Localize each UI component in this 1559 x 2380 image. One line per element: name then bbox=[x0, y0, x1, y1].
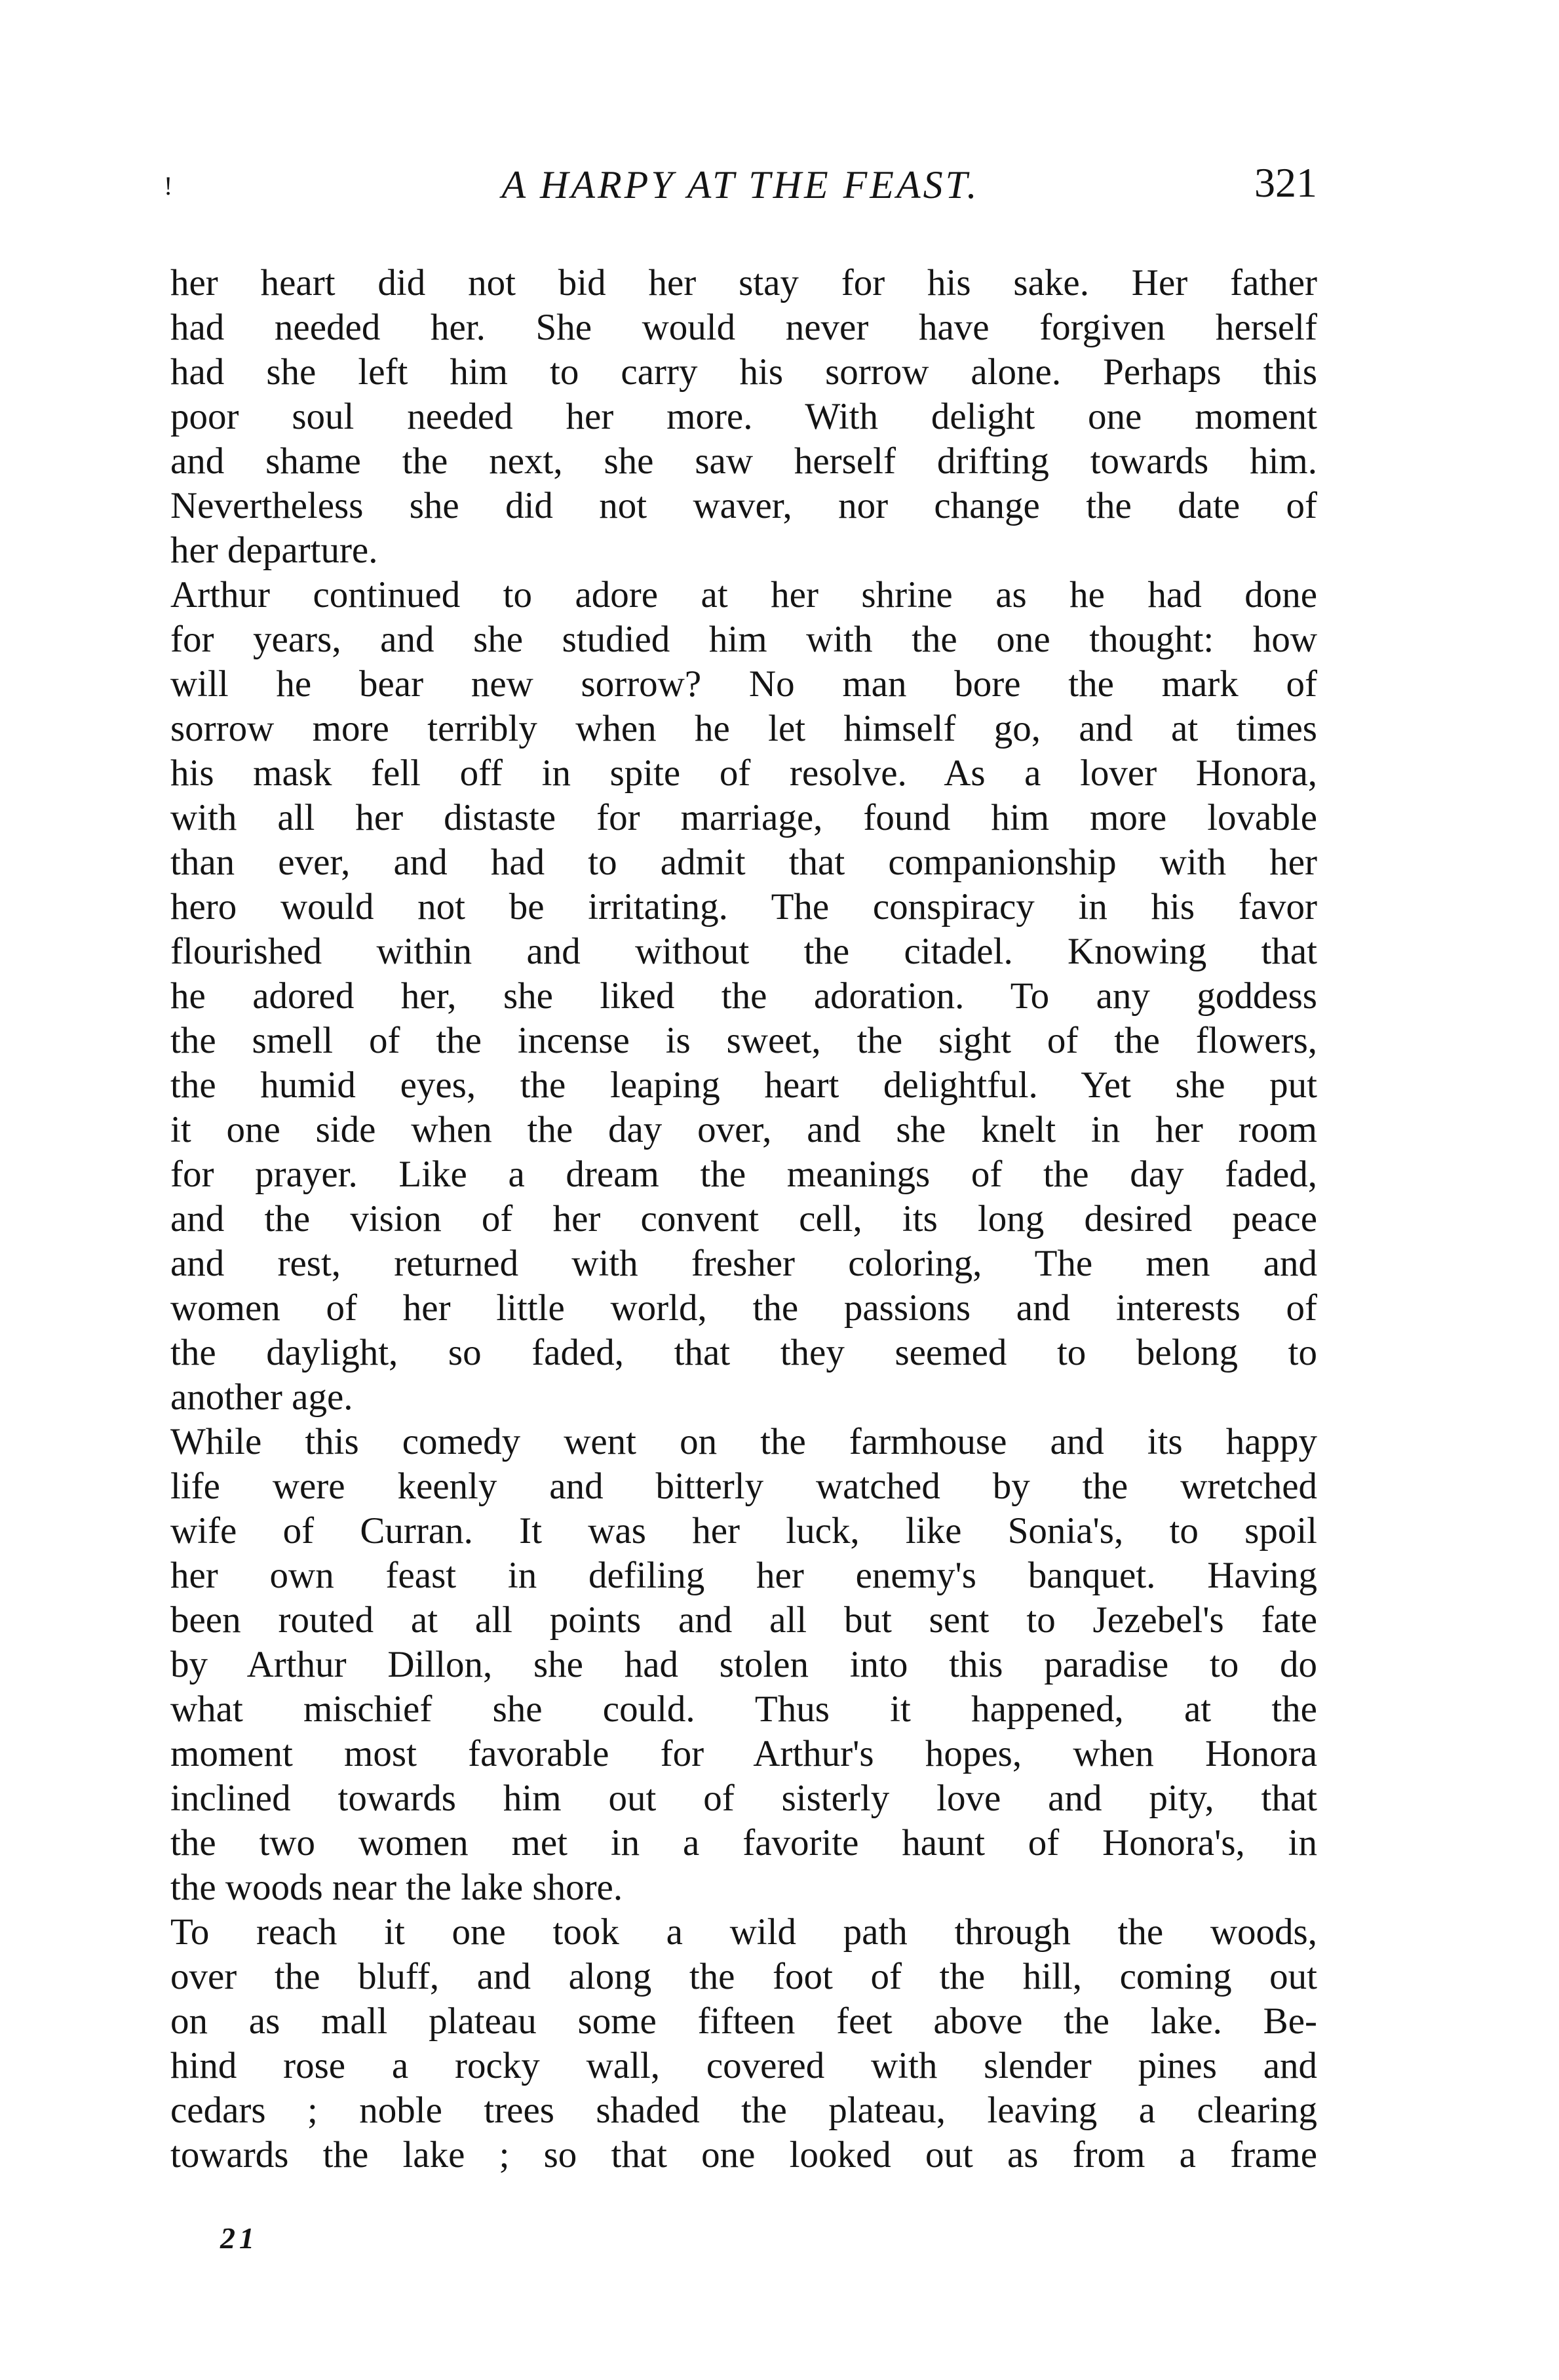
text-line: To reach it one took a wild path through the woods, bbox=[170, 1911, 1317, 1953]
text-line: moment most favorable for Arthur's hopes, when Honora bbox=[170, 1733, 1317, 1774]
text-line: and shame the next, she saw herself drifting towards him. bbox=[170, 440, 1317, 482]
text-line: what mischief she could. Thus it happened, at the bbox=[170, 1688, 1317, 1730]
text-line: her heart did not bid her stay for his sake. Her father bbox=[170, 262, 1317, 303]
text-line: than ever, and had to admit that companionship with her bbox=[170, 842, 1317, 883]
header-mark: ! bbox=[164, 171, 173, 201]
text-line: the two women met in a favorite haunt of Honora's, in bbox=[170, 1822, 1317, 1863]
text-line: hind rose a rocky wall, covered with slender pines and bbox=[170, 2045, 1317, 2086]
text-line: poor soul needed her more. With delight one moment bbox=[170, 396, 1317, 437]
text-line: cedars ; noble trees shaded the plateau, leaving a clearing bbox=[170, 2090, 1317, 2131]
text-line: with all her distaste for marriage, found him more lovable bbox=[170, 797, 1317, 838]
text-line: her departure. bbox=[170, 530, 378, 571]
running-header bbox=[164, 151, 1317, 210]
text-line: will he bear new sorrow? No man bore the mark of bbox=[170, 663, 1317, 705]
text-line: had needed her. She would never have forgiven herself bbox=[170, 307, 1317, 348]
text-line: for years, and she studied him with the one thought: how bbox=[170, 619, 1317, 660]
text-line: for prayer. Like a dream the meanings of the day faded, bbox=[170, 1154, 1317, 1195]
text-line: Nevertheless she did not waver, nor change the date of bbox=[170, 485, 1317, 526]
text-line: the woods near the lake shore. bbox=[170, 1867, 623, 1908]
running-title: A HARPY AT THE FEAST. bbox=[501, 163, 980, 206]
signature-mark: 21 bbox=[220, 2221, 258, 2255]
body-text bbox=[170, 261, 1317, 2177]
page-number: 321 bbox=[1254, 159, 1317, 206]
text-line: life were keenly and bitterly watched by the wretched bbox=[170, 1466, 1317, 1507]
text-line: on as mall plateau some fifteen feet above the lake. Be- bbox=[170, 2000, 1317, 2042]
text-line: by Arthur Dillon, she had stolen into this paradise to do bbox=[170, 1644, 1317, 1685]
text-line: flourished within and without the citadel. Knowing that bbox=[170, 931, 1317, 972]
text-line: her own feast in defiling her enemy's banquet. Having bbox=[170, 1555, 1317, 1596]
text-line: the smell of the incense is sweet, the sight of the flowers, bbox=[170, 1020, 1317, 1061]
text-line: another age. bbox=[170, 1376, 353, 1418]
text-line: towards the lake ; so that one looked out as from a frame bbox=[170, 2134, 1317, 2175]
text-line: the daylight, so faded, that they seemed to belong to bbox=[170, 1332, 1317, 1373]
text-line: hero would not be irritating. The conspiracy in his favor bbox=[170, 886, 1317, 927]
text-line: over the bluff, and along the foot of the hill, coming out bbox=[170, 1956, 1317, 1997]
text-line: women of her little world, the passions and interests of bbox=[170, 1287, 1317, 1329]
text-line: his mask fell off in spite of resolve. As a lover Honora, bbox=[170, 752, 1317, 794]
text-line: inclined towards him out of sisterly love and pity, that bbox=[170, 1778, 1317, 1819]
text-line: the humid eyes, the leaping heart delightful. Yet she put bbox=[170, 1064, 1317, 1106]
text-line: and the vision of her convent cell, its long desired peace bbox=[170, 1198, 1317, 1239]
text-line: sorrow more terribly when he let himself go, and at times bbox=[170, 708, 1317, 749]
text-line: wife of Curran. It was her luck, like Sonia's, to spoil bbox=[170, 1510, 1317, 1551]
text-line: been routed at all points and all but sent to Jezebel's fate bbox=[170, 1599, 1317, 1641]
text-line: and rest, returned with fresher coloring, The men and bbox=[170, 1243, 1317, 1284]
text-line: it one side when the day over, and she knelt in her room bbox=[170, 1109, 1317, 1150]
text-line: While this comedy went on the farmhouse and its happy bbox=[170, 1421, 1317, 1462]
text-line: Arthur continued to adore at her shrine as he had done bbox=[170, 574, 1317, 615]
text-line: he adored her, she liked the adoration. To any goddess bbox=[170, 975, 1317, 1017]
text-line: had she left him to carry his sorrow alone. Perhaps this bbox=[170, 351, 1317, 393]
